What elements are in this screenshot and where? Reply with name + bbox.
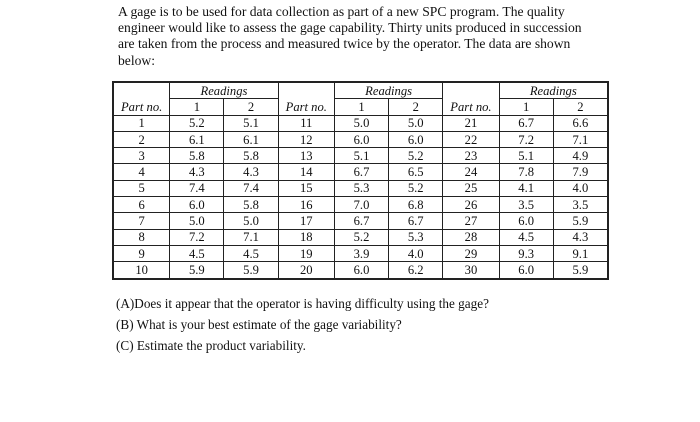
reading-2-cell: 4.3 <box>224 164 278 180</box>
reading-2-cell: 7.9 <box>553 164 607 180</box>
part-number-cell: 9 <box>114 245 170 261</box>
part-number-cell: 1 <box>114 115 170 131</box>
reading-1-cell: 7.2 <box>499 131 553 147</box>
reading-2-cell: 5.0 <box>224 213 278 229</box>
reading-1-cell: 3.5 <box>499 197 553 213</box>
reading-1-cell: 6.0 <box>170 197 224 213</box>
reading-1-cell: 4.5 <box>499 229 553 245</box>
header-blank <box>114 83 170 99</box>
part-number-cell: 26 <box>443 197 499 213</box>
reading-2-cell: 6.5 <box>389 164 443 180</box>
part-number-cell: 18 <box>278 229 334 245</box>
reading-2-header: 2 <box>553 99 607 115</box>
question-b: (B) What is your best estimate of the gage variability? <box>116 317 402 332</box>
part-number-cell: 25 <box>443 180 499 196</box>
reading-2-cell: 4.9 <box>553 148 607 164</box>
reading-2-cell: 7.1 <box>553 131 607 147</box>
part-number-cell: 6 <box>114 197 170 213</box>
part-number-cell: 17 <box>278 213 334 229</box>
reading-1-cell: 5.3 <box>334 180 388 196</box>
part-number-cell: 20 <box>278 262 334 278</box>
part-number-cell: 21 <box>443 115 499 131</box>
header-blank <box>278 83 334 99</box>
part-number-cell: 19 <box>278 245 334 261</box>
table-row <box>114 262 608 278</box>
reading-2-cell: 4.0 <box>553 180 607 196</box>
table-row <box>114 229 608 245</box>
table-row <box>114 115 608 131</box>
reading-2-cell: 7.1 <box>224 229 278 245</box>
problem-intro: A gage is to be used for data collection as part of a new SPC program. The quality engineer would like to assess the gage capability. Thirty units produced in succession are taken from the process and measured twice by the operator. The data are shown below: <box>118 4 582 68</box>
reading-1-cell: 5.9 <box>170 262 224 278</box>
reading-2-cell: 6.8 <box>389 197 443 213</box>
part-no-header: Part no. <box>278 99 334 115</box>
reading-2-cell: 5.9 <box>224 262 278 278</box>
gage-data-table <box>113 82 608 279</box>
reading-2-cell: 6.1 <box>224 131 278 147</box>
header-row-readings <box>114 83 608 99</box>
reading-1-cell: 5.2 <box>170 115 224 131</box>
reading-1-header: 1 <box>334 99 388 115</box>
reading-1-cell: 5.0 <box>170 213 224 229</box>
reading-1-cell: 4.3 <box>170 164 224 180</box>
part-number-cell: 28 <box>443 229 499 245</box>
table-row <box>114 213 608 229</box>
reading-2-cell: 5.0 <box>389 115 443 131</box>
table-row <box>114 148 608 164</box>
reading-2-cell: 5.9 <box>553 262 607 278</box>
reading-1-cell: 6.0 <box>334 262 388 278</box>
readings-group-label-1: Readings <box>170 83 278 99</box>
reading-2-header: 2 <box>389 99 443 115</box>
part-no-header: Part no. <box>114 99 170 115</box>
part-no-header: Part no. <box>443 99 499 115</box>
reading-2-cell: 6.7 <box>389 213 443 229</box>
part-number-cell: 12 <box>278 131 334 147</box>
readings-group-label-2: Readings <box>334 83 442 99</box>
table-row <box>114 180 608 196</box>
header-blank <box>443 83 499 99</box>
reading-2-header: 2 <box>224 99 278 115</box>
reading-1-cell: 7.0 <box>334 197 388 213</box>
question-list <box>116 296 489 359</box>
reading-1-cell: 5.2 <box>334 229 388 245</box>
part-number-cell: 3 <box>114 148 170 164</box>
reading-2-cell: 5.2 <box>389 180 443 196</box>
reading-1-cell: 3.9 <box>334 245 388 261</box>
part-number-cell: 27 <box>443 213 499 229</box>
table-row <box>114 197 608 213</box>
question-a: (A)Does it appear that the operator is having difficulty using the gage? <box>116 296 489 311</box>
part-number-cell: 4 <box>114 164 170 180</box>
reading-2-cell: 5.9 <box>553 213 607 229</box>
table-row <box>114 131 608 147</box>
reading-1-cell: 6.7 <box>499 115 553 131</box>
part-number-cell: 23 <box>443 148 499 164</box>
readings-group-label-3: Readings <box>499 83 607 99</box>
reading-1-cell: 4.1 <box>499 180 553 196</box>
reading-2-cell: 5.3 <box>389 229 443 245</box>
reading-1-cell: 6.7 <box>334 164 388 180</box>
part-number-cell: 8 <box>114 229 170 245</box>
reading-2-cell: 9.1 <box>553 245 607 261</box>
question-c: (C) Estimate the product variability. <box>116 338 306 353</box>
part-number-cell: 10 <box>114 262 170 278</box>
reading-1-cell: 6.7 <box>334 213 388 229</box>
reading-1-cell: 7.4 <box>170 180 224 196</box>
reading-1-cell: 6.0 <box>334 131 388 147</box>
reading-2-cell: 5.8 <box>224 148 278 164</box>
part-number-cell: 2 <box>114 131 170 147</box>
reading-2-cell: 6.6 <box>553 115 607 131</box>
reading-2-cell: 6.0 <box>389 131 443 147</box>
reading-1-cell: 6.1 <box>170 131 224 147</box>
reading-2-cell: 4.3 <box>553 229 607 245</box>
reading-1-cell: 7.8 <box>499 164 553 180</box>
reading-1-cell: 9.3 <box>499 245 553 261</box>
reading-1-header: 1 <box>499 99 553 115</box>
part-number-cell: 24 <box>443 164 499 180</box>
part-number-cell: 13 <box>278 148 334 164</box>
part-number-cell: 16 <box>278 197 334 213</box>
reading-2-cell: 3.5 <box>553 197 607 213</box>
table-row <box>114 164 608 180</box>
reading-1-cell: 5.1 <box>334 148 388 164</box>
reading-1-cell: 6.0 <box>499 213 553 229</box>
reading-1-cell: 5.8 <box>170 148 224 164</box>
part-number-cell: 29 <box>443 245 499 261</box>
reading-1-header: 1 <box>170 99 224 115</box>
header-row-labels <box>114 99 608 115</box>
reading-2-cell: 6.2 <box>389 262 443 278</box>
part-number-cell: 22 <box>443 131 499 147</box>
part-number-cell: 11 <box>278 115 334 131</box>
reading-1-cell: 7.2 <box>170 229 224 245</box>
reading-2-cell: 5.2 <box>389 148 443 164</box>
reading-2-cell: 4.5 <box>224 245 278 261</box>
part-number-cell: 15 <box>278 180 334 196</box>
reading-2-cell: 5.1 <box>224 115 278 131</box>
reading-1-cell: 4.5 <box>170 245 224 261</box>
reading-2-cell: 7.4 <box>224 180 278 196</box>
part-number-cell: 7 <box>114 213 170 229</box>
reading-1-cell: 5.1 <box>499 148 553 164</box>
reading-1-cell: 5.0 <box>334 115 388 131</box>
part-number-cell: 5 <box>114 180 170 196</box>
reading-2-cell: 4.0 <box>389 245 443 261</box>
reading-1-cell: 6.0 <box>499 262 553 278</box>
table-row <box>114 245 608 261</box>
part-number-cell: 14 <box>278 164 334 180</box>
part-number-cell: 30 <box>443 262 499 278</box>
gage-data-body <box>114 83 608 279</box>
reading-2-cell: 5.8 <box>224 197 278 213</box>
